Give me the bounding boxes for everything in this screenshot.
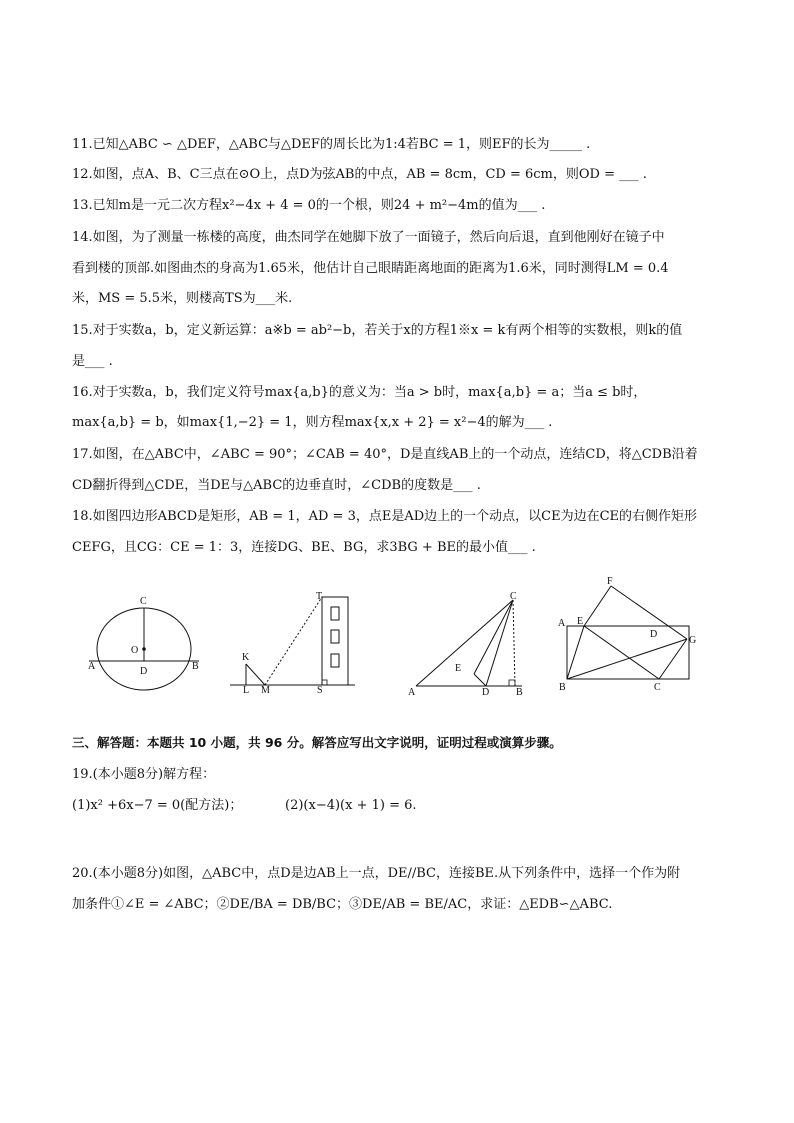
figure-circle — [86, 592, 216, 692]
question-16-line-2: max{a,b} = b，如max{1,−2} = 1，则方程max{x,x + 2} = x²−4的解为___ . — [72, 415, 553, 430]
label-a: A — [408, 687, 416, 698]
label-f: F — [607, 576, 613, 587]
label-c: C — [510, 591, 517, 602]
question-19-part-1: (1)x² +6x−7 = 0(配方法)； — [72, 798, 243, 813]
question-16-line-1: 16.对于实数a，b，我们定义符号max{a,b}的意义为：当a > b时，max{a,b} = a；当a ≤ b时， — [72, 385, 647, 400]
figure-rectangles — [553, 576, 703, 697]
label-b: B — [516, 687, 523, 698]
question-14-line-2: 看到楼的顶部.如图曲杰的身高为1.65米，他估计自己眼睛距离地面的距离为1.6米，同时测得LM = 0.4 — [72, 261, 669, 276]
label-o: O — [131, 645, 139, 656]
label-d: D — [482, 687, 490, 698]
label-l: L — [243, 685, 250, 696]
label-b: B — [559, 682, 566, 693]
question-15-line-2: 是___ . — [72, 354, 113, 369]
label-d: D — [650, 629, 658, 640]
label-c: C — [140, 596, 147, 607]
question-11: 11.已知△ABC ∽ △DEF，△ABC与△DEF的周长比为1:4若BC = 1，则EF的长为_____ . — [72, 137, 591, 152]
figure-triangle-fold — [405, 592, 535, 697]
question-15-line-1: 15.对于实数a，b，定义新运算：a※b = ab²−b，若关于x的方程1※x = k有两个相等的实数根，则k的值 — [72, 323, 683, 338]
label-d: D — [140, 666, 148, 677]
label-m: M — [261, 685, 270, 696]
question-19-title: 19.(本小题8分)解方程： — [72, 767, 216, 782]
question-18-line-1: 18.如图四边形ABCD是矩形，AB = 1，AD = 3，点E是AD边上的一个动点，以CE为边在CE的右侧作矩形 — [72, 509, 698, 524]
question-17-line-2: CD翻折得到△CDE，当DE与△ABC的边垂直时，∠CDB的度数是___ . — [72, 478, 481, 493]
label-b: B — [192, 661, 199, 672]
question-13: 13.已知m是一元二次方程x²−4x + 4 = 0的一个根，则24 + m²−4m的值为___ . — [72, 198, 546, 213]
figure-building-mirror — [230, 591, 360, 696]
label-c: C — [654, 682, 661, 693]
question-19-part-2: (2)(x−4)(x + 1) = 6. — [285, 798, 417, 813]
section-3-heading: 三、解答题：本题共 10 小题，共 96 分。解答应写出文字说明，证明过程或演算步骤。 — [72, 735, 562, 750]
label-a: A — [558, 618, 566, 629]
question-20-line-1: 20.(本小题8分)如图，△ABC中，点D是边AB上一点，DE//BC，连接BE.从下列条件中，选择一个作为附 — [72, 866, 681, 881]
question-14-line-3: 米，MS = 5.5米，则楼高TS为___米. — [72, 291, 293, 306]
label-e: E — [577, 616, 584, 627]
question-12: 12.如图，点A、B、C三点在⊙O上，点D为弦AB的中点，AB = 8cm，CD = 6cm，则OD = ___ . — [72, 167, 647, 182]
label-a: A — [88, 661, 96, 672]
label-s: S — [317, 685, 323, 696]
label-e: E — [455, 663, 462, 674]
question-20-line-2: 加条件①∠E = ∠ABC；②DE/BA = DB/BC；③DE/AB = BE/AC，求证：△EDB∽△ABC. — [72, 897, 613, 912]
label-k: K — [242, 652, 250, 663]
label-g: G — [689, 635, 697, 646]
question-14-line-1: 14.如图，为了测量一栋楼的高度，曲杰同学在她脚下放了一面镜子，然后向后退，直到他刚好在镜子中 — [72, 230, 665, 245]
question-18-line-2: CEFG，且CG：CE = 1：3，连接DG、BE、BG，求3BG + BE的最小值___ . — [72, 540, 536, 555]
label-t: T — [316, 591, 323, 602]
question-17-line-1: 17.如图，在△ABC中，∠ABC = 90°；∠CAB = 40°，D是直线AB上的一个动点，连结CD，将△CDB沿着 — [72, 447, 698, 462]
